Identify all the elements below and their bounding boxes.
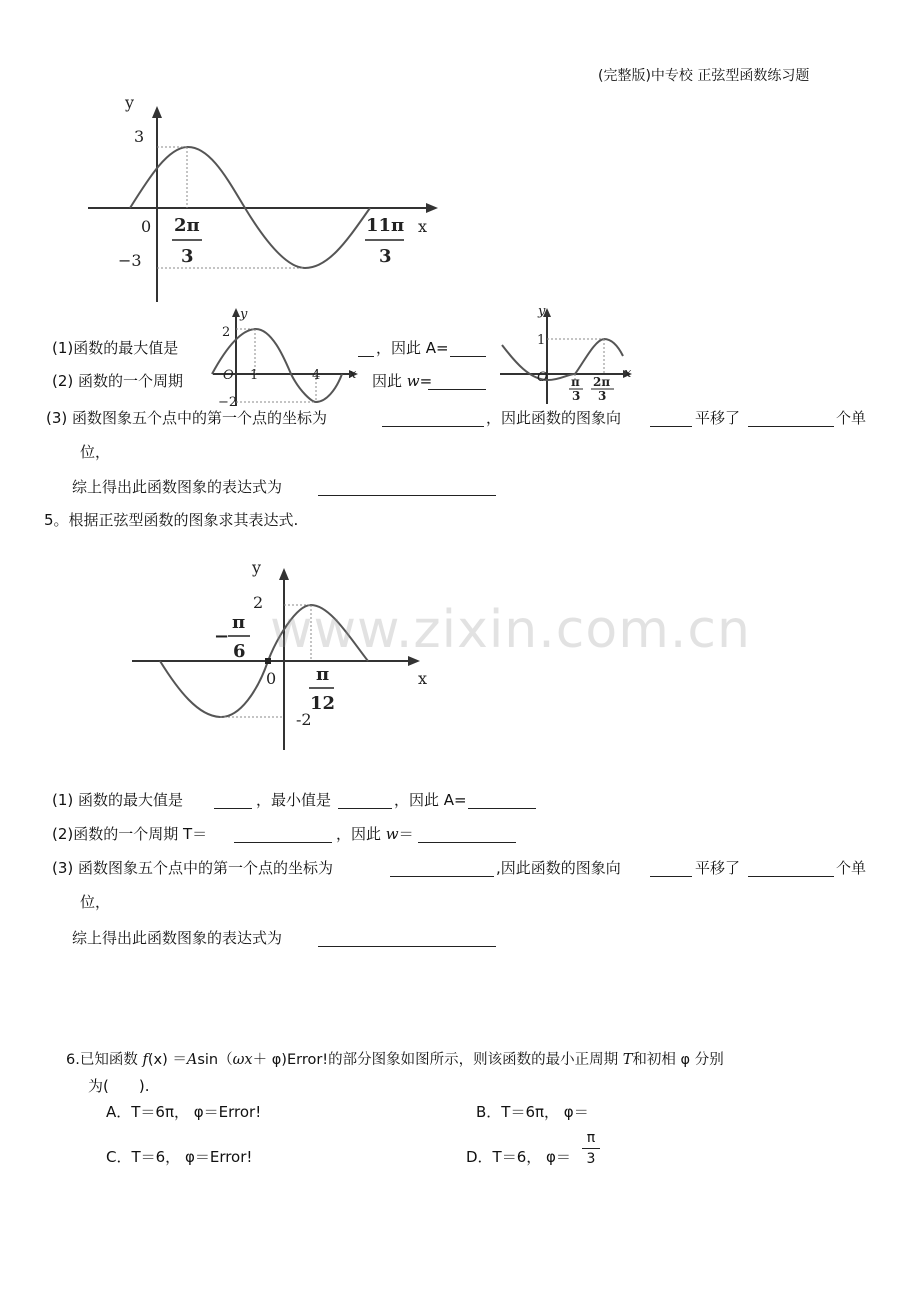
q5-first-point-blank[interactable] — [390, 861, 494, 877]
q5-omega-blank[interactable] — [418, 827, 516, 843]
graph2-y-max: 2 — [222, 325, 231, 340]
graph1-x1-denominator: 3 — [181, 246, 194, 267]
q6-option-d-denominator: 3 — [586, 1151, 596, 1167]
q5-amplitude-blank[interactable] — [468, 793, 536, 809]
q4-line1-a-label: ，因此 A= — [376, 339, 449, 357]
graph4-y-label: y — [252, 558, 262, 577]
q5-line3-direction-label: ,因此函数的图象向 — [496, 859, 621, 877]
q4-line3-label: (3) 函数图象五个点中的第一个点的坐标为 — [46, 409, 328, 427]
q5-direction-blank[interactable] — [650, 861, 692, 877]
q5-min-blank[interactable] — [338, 793, 392, 809]
graph4-pos-numerator: π — [316, 664, 330, 685]
graph2-y-min: −2 — [218, 395, 238, 410]
q5-omega-symbol: w — [385, 825, 399, 843]
q6-option-b[interactable]: B．T＝6π， φ＝ — [476, 1103, 589, 1121]
graph2-y-label: y — [240, 307, 248, 322]
graph1-x1-numerator: 2π — [174, 215, 200, 236]
q5-period-blank[interactable] — [234, 827, 332, 843]
graph2-x-label: x — [349, 367, 357, 382]
q4-omega-symbol: w — [406, 372, 420, 390]
q4-hence-text: 因此 — [372, 372, 403, 390]
q6-stem-c: sin（ — [197, 1052, 233, 1068]
q5-line1-label: (1) 函数的最大值是 — [52, 791, 184, 809]
q5-equals: ＝ — [398, 825, 414, 843]
q5-shift-blank[interactable] — [748, 861, 834, 877]
q4-line3-unit-cont: 位， — [80, 443, 111, 461]
graph3-x2-denominator: 3 — [598, 389, 607, 403]
graph3-y-label: y — [538, 304, 546, 319]
graph2-x1: 1 — [250, 368, 259, 383]
graph2-origin: O — [223, 368, 234, 383]
q4-equals: = — [419, 372, 433, 390]
graph3-origin: O — [537, 370, 548, 385]
graph1-x2-numerator: 11π — [366, 215, 405, 236]
graph3-x-label: x — [624, 366, 632, 381]
graph3-x1-numerator: π — [571, 375, 580, 389]
q6-stem-f: f — [142, 1052, 148, 1068]
q5-hence-text: ，因此 — [336, 825, 382, 843]
q6-stem-wx: ωx — [232, 1052, 253, 1068]
q6-stem-a: 6.已知函数 — [66, 1052, 138, 1068]
q5-max-blank[interactable] — [214, 793, 252, 809]
graph1-origin: 0 — [141, 217, 152, 236]
q4-line3-direction-label: ，因此函数的图象向 — [486, 409, 622, 427]
q6-stem-e: 和初相 φ 分别 — [632, 1052, 724, 1068]
q6-stem-line2: 为( ). — [88, 1077, 150, 1095]
graph1-y-min: −3 — [118, 251, 142, 270]
q5-line2-label: (2)函数的一个周期 T＝ — [52, 825, 208, 843]
q5-line3-unit-cont: 位， — [80, 893, 111, 911]
q4-line1-label: (1)函数的最大值是 — [52, 339, 179, 357]
q6-option-d[interactable]: D．T＝6， φ＝ — [466, 1148, 571, 1166]
q6-option-c[interactable]: C．T＝6， φ＝Error! — [106, 1148, 253, 1166]
q5-expression-blank[interactable] — [318, 931, 496, 947]
q6-stem-A: A — [186, 1052, 198, 1068]
graph4-neg-sign: − — [214, 626, 230, 647]
graph4-origin: 0 — [266, 669, 277, 688]
q4-expression-label: 综上得出此函数图象的表达式为 — [72, 478, 283, 496]
q6-stem-d: ＋ φ)Error!的部分图象如图所示，则该函数的最小正周期 — [252, 1052, 619, 1068]
watermark: www.zixin.com.cn — [270, 600, 751, 660]
q5-expression-label: 综上得出此函数图象的表达式为 — [72, 929, 283, 947]
graph3-x2-numerator: 2π — [593, 375, 611, 389]
graph4-pos-denominator: 12 — [310, 693, 336, 714]
graph4-y-min: -2 — [296, 710, 312, 729]
q5-line3-unit-label: 个单 — [836, 859, 867, 877]
q6-stem-b: (x) ＝ — [147, 1052, 187, 1068]
q6-stem-T: T — [622, 1052, 633, 1068]
graph4-neg-numerator: π — [232, 612, 246, 633]
graph4-y-max: 2 — [253, 593, 264, 612]
q4-line3-shift-label: 平移了 — [695, 409, 741, 427]
graph1-y-max: 3 — [134, 127, 145, 146]
graph1-x2-denominator: 3 — [379, 246, 392, 267]
page-header: (完整版)中专校 正弦型函数练习题 — [598, 68, 810, 84]
q5-title: 5。根据正弦型函数的图象求其表达式. — [44, 511, 299, 529]
graph4-neg-denominator: 6 — [233, 641, 246, 662]
q5-line3-shift-label: 平移了 — [695, 859, 741, 877]
graph4-x-label: x — [418, 669, 428, 688]
q4-line2-label: (2) 函数的一个周期 — [52, 372, 184, 390]
q5-line1-min-label: ，最小值是 — [256, 791, 332, 809]
graph2-x2: 4 — [312, 368, 321, 383]
q6-stem — [66, 1050, 724, 1070]
q6-option-a[interactable]: A．T＝6π， φ＝Error! — [106, 1103, 262, 1121]
graph1-y-label: y — [125, 93, 135, 112]
graph3-y-max: 1 — [537, 333, 546, 348]
q5-line2-hence — [336, 824, 414, 844]
q4-line3-unit-label: 个单 — [836, 409, 867, 427]
graph3-x1-denominator: 3 — [572, 389, 581, 403]
graph1-x-label: x — [418, 217, 428, 236]
q6-option-d-numerator: π — [586, 1130, 596, 1146]
q5-line1-a-label: ，因此 A= — [394, 791, 467, 809]
q5-line3-label: (3) 函数图象五个点中的第一个点的坐标为 — [52, 859, 334, 877]
q6-option-d-fraction — [582, 1130, 600, 1167]
